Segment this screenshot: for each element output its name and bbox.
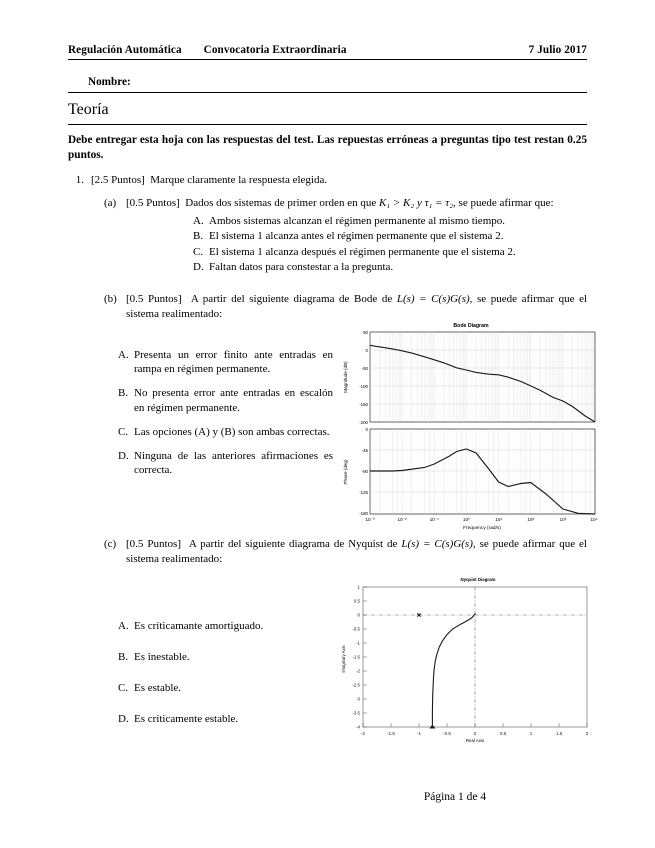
bode-xlabel: Frequency (rad/s) <box>463 526 501 531</box>
option-b-letter: B. <box>118 387 129 400</box>
question-1b-label: (b) <box>104 293 117 305</box>
svg-text:10³: 10³ <box>559 517 567 522</box>
question-1b-points: [0.5 Puntos] <box>126 293 182 305</box>
svg-text:0: 0 <box>473 731 477 736</box>
option-d-letter: D. <box>118 713 129 725</box>
nyquist-diagram-svg <box>333 571 605 751</box>
svg-text:-4: -4 <box>356 724 360 730</box>
option-a-letter: A. <box>118 620 129 632</box>
question-1c <box>104 537 587 566</box>
svg-text:-3.5: -3.5 <box>352 710 360 716</box>
option-a-letter: A. <box>193 214 204 227</box>
bode-diagram-svg <box>337 317 605 535</box>
page-title: Teoría <box>68 101 109 118</box>
nyquist-diagram-figure <box>333 571 605 751</box>
svg-text:0: 0 <box>357 612 360 618</box>
footer-text: Página 1 de 4 <box>423 791 487 803</box>
question-1a <box>104 196 587 275</box>
option-d-text: Es críticamente estable. <box>134 713 239 725</box>
bode-magnitude-subplot <box>343 330 595 425</box>
option-b[interactable] <box>118 386 333 414</box>
svg-text:10⁴: 10⁴ <box>590 517 598 522</box>
option-b-letter: B. <box>118 651 129 663</box>
svg-text:-2: -2 <box>356 668 360 674</box>
option-a[interactable] <box>118 620 338 632</box>
option-b-text: Es inestable. <box>134 651 190 663</box>
svg-text:1.5: 1.5 <box>555 731 563 736</box>
option-d-text: Faltan datos para constestar a la pregunta. <box>209 261 394 273</box>
question-1c-math: L(s) = C(s)G(s) <box>401 538 473 550</box>
option-c-letter: C. <box>118 425 129 438</box>
svg-text:10⁰: 10⁰ <box>462 517 470 522</box>
page-footer <box>0 791 655 803</box>
svg-text:0.5: 0.5 <box>499 731 507 736</box>
svg-text:-50: -50 <box>361 366 368 371</box>
svg-text:-2.5: -2.5 <box>352 682 360 688</box>
question-1 <box>68 174 587 186</box>
option-d-letter: D. <box>118 450 129 463</box>
header-date: 7 Julio 2017 <box>528 44 587 56</box>
question-1c-text-post: , se puede afirmar que el sistema realimentado: <box>126 538 587 565</box>
question-1b-math: L(s) = C(s)G(s) <box>396 293 470 305</box>
bode-magnitude-ylabel: Magnitude (dB) <box>343 361 348 393</box>
option-c[interactable] <box>193 245 593 260</box>
svg-text:1: 1 <box>529 731 533 736</box>
nyquist-title: Nyquist Diagram <box>460 577 496 582</box>
svg-text:10²: 10² <box>527 517 535 522</box>
nyquist-xlabel: Real Axis <box>465 738 485 743</box>
name-rule <box>68 92 587 93</box>
bode-title: Bode Diagram <box>453 323 489 329</box>
option-c-letter: C. <box>118 682 129 694</box>
svg-text:-2: -2 <box>361 731 365 736</box>
option-c-text: El sistema 1 alcanza después el régimen permanente que el sistema 2. <box>209 245 516 258</box>
title-rule <box>68 124 587 125</box>
option-c[interactable] <box>118 425 333 439</box>
header-exam: Convocatoria Extraordinaria <box>203 44 347 56</box>
svg-text:-100: -100 <box>359 384 368 389</box>
svg-text:10⁻²: 10⁻² <box>397 517 407 522</box>
svg-text:-45: -45 <box>361 448 368 453</box>
question-1a-text-post: , se puede afirmar que: <box>453 197 554 209</box>
nyquist-ylabel: Imaginary Axis <box>341 645 346 673</box>
question-1a-label: (a) <box>104 197 117 209</box>
svg-text:-200: -200 <box>359 420 368 425</box>
option-b[interactable] <box>118 651 338 663</box>
question-1a-math: K₁ > K₂ y τ₁ = τ₂ <box>378 197 454 209</box>
svg-text:2: 2 <box>585 731 589 736</box>
question-1a-text-pre: Dados dos sistemas de primer orden en que <box>185 197 379 209</box>
svg-text:0: 0 <box>365 427 368 432</box>
question-1-text: Marque claramente la respuesta elegida. <box>150 174 328 186</box>
option-a-letter: A. <box>118 349 129 361</box>
question-1b-options <box>118 348 333 477</box>
svg-text:10⁻³: 10⁻³ <box>365 517 375 522</box>
option-d-letter: D. <box>193 261 204 273</box>
svg-text:10¹: 10¹ <box>495 517 502 522</box>
bode-diagram-figure <box>337 317 605 535</box>
svg-text:0: 0 <box>365 348 368 353</box>
option-b[interactable] <box>193 229 593 244</box>
option-c-text: Es estable. <box>134 682 182 694</box>
question-1-points: [2.5 Puntos] <box>91 174 145 186</box>
svg-text:50: 50 <box>363 330 368 335</box>
option-b-letter: B. <box>193 230 204 242</box>
question-1a-points: [0.5 Puntos] <box>126 197 180 209</box>
svg-text:0.5: 0.5 <box>353 598 360 604</box>
svg-text:-1: -1 <box>356 640 360 646</box>
option-a-text: Es críticamante amortiguado. <box>134 620 264 632</box>
option-c-text: Las opciones (A) y (B) son ambas correctas. <box>134 425 330 438</box>
svg-text:-1.5: -1.5 <box>352 654 360 660</box>
option-c-letter: C. <box>193 245 204 258</box>
option-c[interactable] <box>118 682 338 694</box>
option-d[interactable] <box>118 449 333 477</box>
question-1c-points: [0.5 Puntos] <box>126 538 181 550</box>
header-course: Regulación Automática <box>68 44 182 56</box>
option-b-text: El sistema 1 alcanza antes el régimen permanente que el sistema 2. <box>209 230 504 242</box>
header-rule <box>68 59 587 60</box>
option-b-text: No presenta error ante entradas en escalón en régimen permanente. <box>134 387 333 414</box>
svg-text:1: 1 <box>357 584 360 590</box>
question-1c-label: (c) <box>104 538 117 550</box>
option-d[interactable] <box>118 713 338 725</box>
page-header <box>68 44 587 60</box>
name-label: Nombre: <box>88 76 131 88</box>
question-1a-options <box>193 214 593 275</box>
question-1-number: 1. <box>75 174 84 186</box>
question-1b-text-pre: A partir del siguiente diagrama de Bode de <box>190 293 397 305</box>
option-a[interactable] <box>118 348 333 376</box>
question-1c-text-pre: A partir del siguiente diagrama de Nyquist de <box>188 538 402 550</box>
option-d-text: Ninguna de las anteriores afirmaciones es correcta. <box>134 450 333 477</box>
svg-text:-3: -3 <box>356 696 360 702</box>
question-1b-text-post: , se puede afirmar que el sistema realimentado: <box>126 293 588 320</box>
bode-phase-ylabel: Phase (deg) <box>343 459 348 485</box>
svg-text:-150: -150 <box>359 402 368 407</box>
svg-text:-125: -125 <box>359 490 368 495</box>
option-a-text: Ambos sistemas alcanzan el régimen permanente al mismo tiempo. <box>209 214 505 227</box>
question-1c-options <box>118 620 338 725</box>
svg-text:10⁻¹: 10⁻¹ <box>429 517 439 522</box>
svg-text:-90: -90 <box>361 469 368 474</box>
svg-text:-1: -1 <box>417 731 421 736</box>
svg-text:-0.5: -0.5 <box>352 626 360 632</box>
instructions: Debe entregar esta hoja con las respuestas del test. Las repuestas erróneas a preguntas tipo test restan 0.25 puntos. <box>68 134 587 161</box>
option-d[interactable] <box>193 260 593 275</box>
option-a[interactable] <box>193 214 593 229</box>
option-a-text: Presenta un error finito ante entradas en rampa en régimen permanente. <box>134 349 333 376</box>
svg-text:-180: -180 <box>359 511 368 516</box>
svg-text:-0.5: -0.5 <box>443 731 451 736</box>
svg-text:-1.5: -1.5 <box>387 731 395 736</box>
